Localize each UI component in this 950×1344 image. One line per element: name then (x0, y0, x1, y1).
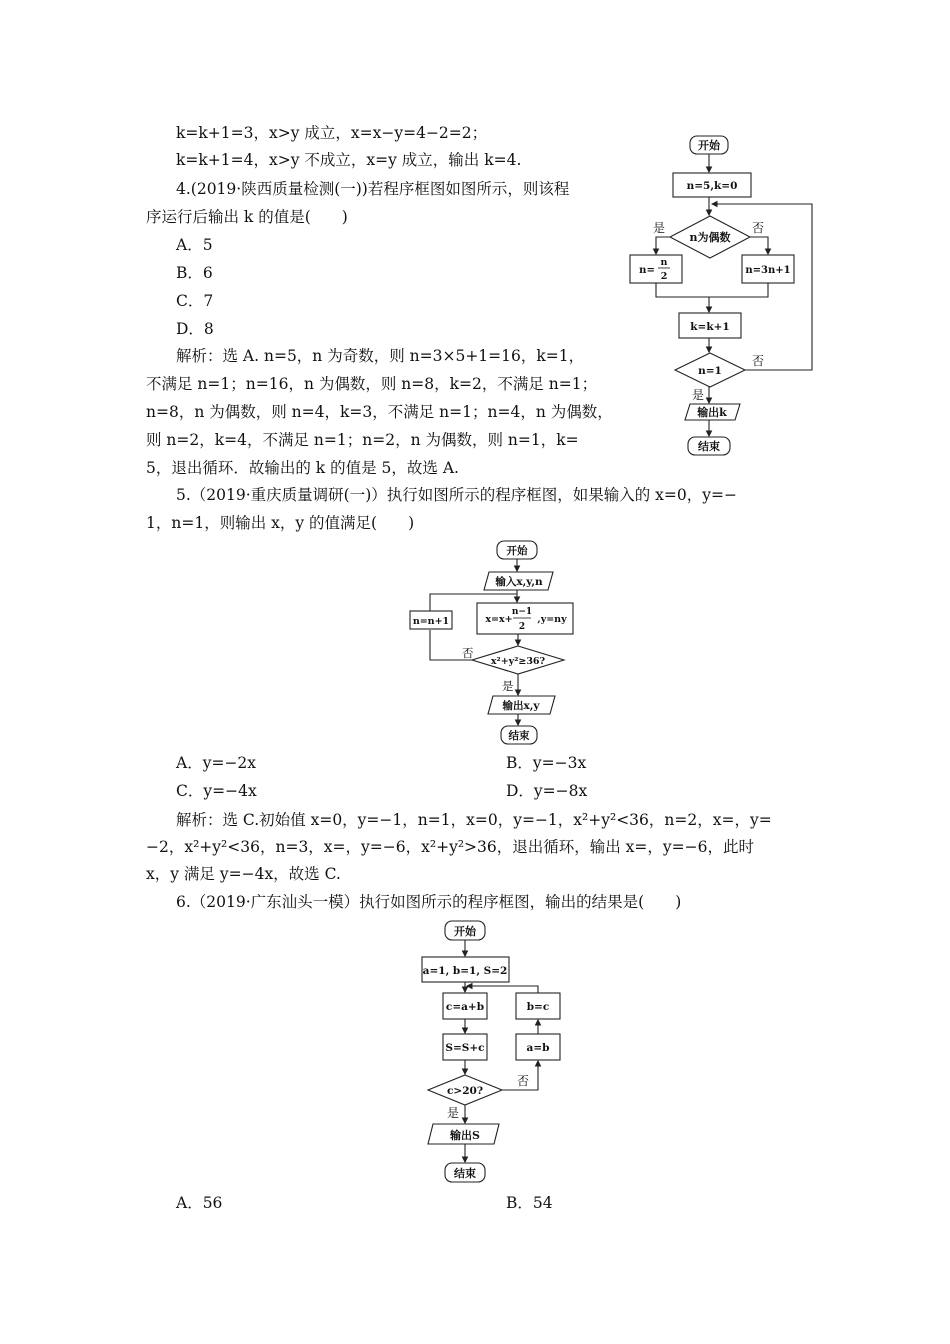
q4-init-text: n=5,k=0 (686, 180, 738, 192)
q5-yes-label: 是 (502, 679, 514, 693)
q6-yes-label: 是 (447, 1106, 460, 1120)
q4-end-text: 结束 (698, 440, 720, 453)
q6-start-text: 开始 (454, 925, 476, 938)
q4-left-num: n (660, 257, 668, 268)
q6-output-text: 输出S (450, 1129, 480, 1142)
q5-assign-suffix: ,y=ny (537, 614, 567, 625)
q4-cond2-text: n=1 (698, 365, 722, 377)
q6-option-b: B．54 (506, 1194, 553, 1212)
q6-c-text: c=a+b (445, 1001, 485, 1013)
q5-option-d: D．y=−8x (506, 782, 588, 800)
q5-cond-text: x²+y²≥36? (490, 656, 546, 667)
q5-solution-2: −2，x²+y²<36，n=3，x=，y=−6，x²+y²>36，退出循环，输出 x=，y=−6，此时 (146, 838, 754, 856)
q4-stem-2: 序运行后输出 k 的值是( ) (146, 208, 348, 226)
q4-option-b: B．6 (176, 264, 213, 282)
q4-solution-4: 则 n=2，k=4，不满足 n=1；n=2，n 为偶数，则 n=1，k= (146, 431, 579, 449)
q4-right-text: n=3n+1 (745, 265, 791, 276)
q4-option-d: D．8 (176, 320, 214, 338)
q5-flowchart (400, 536, 590, 748)
q5-loop-text: n=n+1 (412, 616, 450, 627)
q4-solution-1: 解析：选 A. n=5，n 为奇数，则 n=3×5+1=16，k=1， (176, 347, 585, 365)
q4-option-a: A．5 (176, 236, 213, 254)
q6-end-text: 结束 (454, 1167, 476, 1180)
q6-init-text: a=1, b=1, S=2 (422, 965, 508, 977)
q5-end-text: 结束 (508, 730, 530, 742)
q4-output-text: 输出k (697, 406, 727, 419)
q5-assign-num: n−1 (511, 607, 533, 617)
q4-incr-text: k=k+1 (690, 321, 730, 333)
q4-solution-3: n=8，n 为偶数，则 n=4，k=3，不满足 n=1；n=4，n 为偶数， (146, 403, 613, 421)
q6-bc-text: b=c (526, 1001, 550, 1013)
q4-option-c: C．7 (176, 292, 214, 310)
q3-line-1: k=k+1=3，x>y 成立，x=x−y=4−2=2； (176, 124, 488, 142)
q5-input-text: 输入x,y,n (495, 576, 543, 588)
q4-yes-label: 是 (653, 221, 666, 235)
q6-cond-text: c>20? (447, 1085, 483, 1097)
q4-flowchart (620, 128, 820, 460)
q4-left-box (630, 255, 682, 283)
q6-stem: 6.（2019·广东汕头一模）执行如图所示的程序框图，输出的结果是( ) (176, 893, 682, 911)
q6-no-label: 否 (517, 1074, 530, 1088)
q5-start-text: 开始 (506, 545, 528, 557)
q5-option-c: C．y=−4x (176, 782, 257, 800)
q4-no2-label: 否 (752, 354, 765, 368)
q4-yes2-label: 是 (692, 388, 705, 402)
q4-solution-5: 5，退出循环．故输出的 k 的值是 5，故选 A. (146, 459, 459, 477)
q5-stem-2: 1，n=1，则输出 x，y 的值满足( ) (146, 514, 415, 532)
q6-s-text: S=S+c (445, 1042, 485, 1054)
q5-assign-prefix: x=x+ (485, 614, 513, 625)
q5-output-text: 输出x,y (502, 700, 540, 712)
q5-option-a: A．y=−2x (176, 754, 257, 772)
q5-assign-den: 2 (518, 622, 526, 632)
q5-no-label: 否 (462, 646, 474, 660)
q4-start-text: 开始 (698, 139, 720, 152)
q5-solution-1: 解析：选 C.初始值 x=0，y=−1，n=1，x=0，y=−1，x²+y²<36，n=2，x=，y= (176, 811, 772, 829)
q6-flowchart (420, 915, 580, 1190)
q4-no-label: 否 (752, 221, 765, 235)
q4-left-prefix: n= (639, 265, 655, 276)
q4-left-den: 2 (660, 271, 668, 282)
q4-cond1-text: n为偶数 (689, 231, 731, 244)
q5-solution-3: x，y 满足 y=−4x，故选 C. (146, 865, 341, 883)
q4-stem-1: 4.(2019·陕西质量检测(一))若程序框图如图所示，则该程 (176, 180, 570, 198)
q6-ab-text: a=b (526, 1042, 550, 1054)
q3-line-2: k=k+1=4，x>y 不成立，x=y 成立，输出 k=4. (176, 151, 522, 169)
q5-option-b: B．y=−3x (506, 754, 587, 772)
q4-solution-2: 不满足 n=1；n=16，n 为偶数，则 n=8，k=2，不满足 n=1； (146, 375, 598, 393)
q6-option-a: A．56 (176, 1194, 223, 1212)
q5-stem-1: 5.（2019·重庆质量调研(一)）执行如图所示的程序框图，如果输入的 x=0，y=− (176, 486, 738, 504)
